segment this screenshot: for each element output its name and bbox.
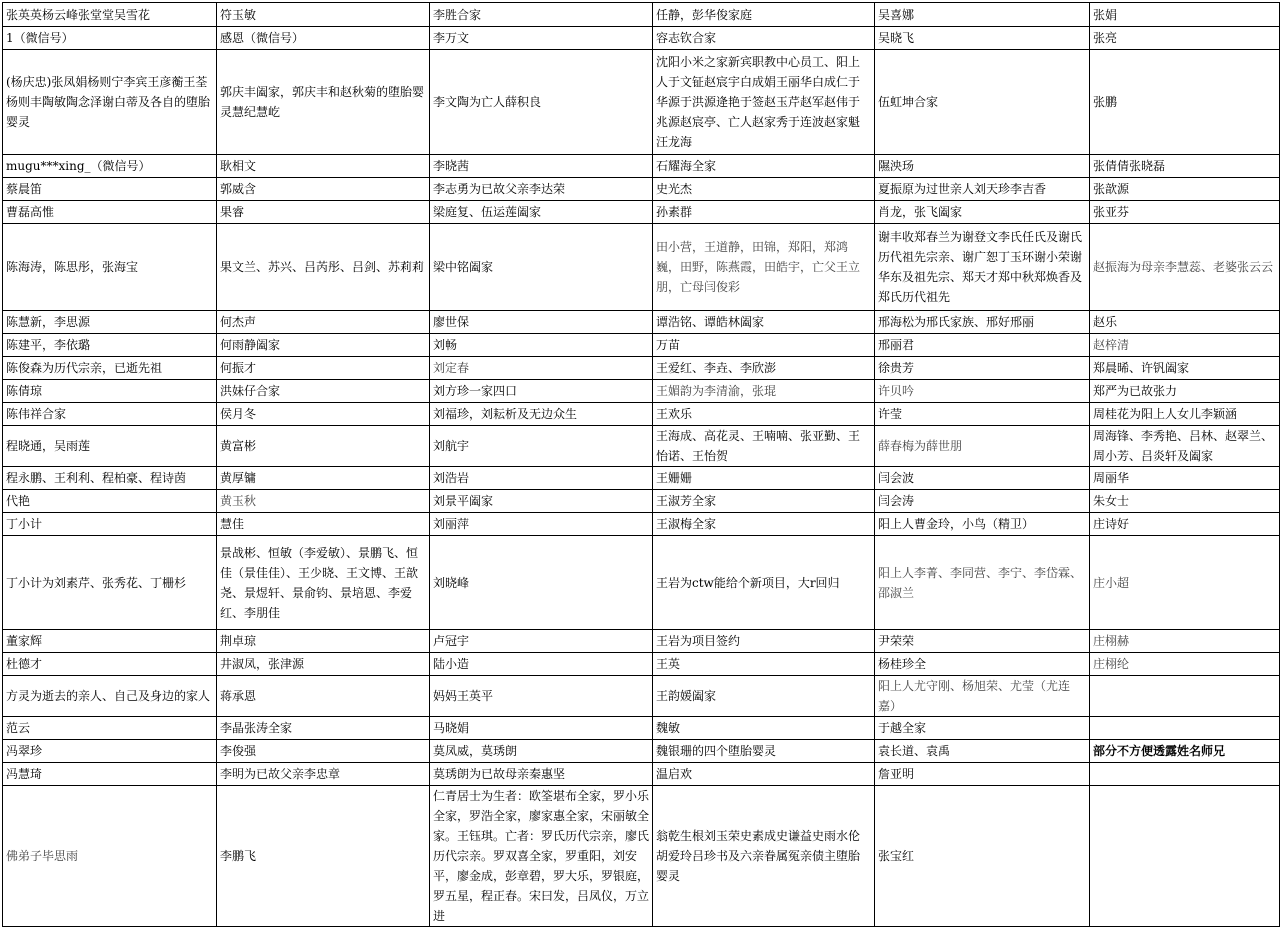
table-cell[interactable]: 莫凤威，莫琇朗	[430, 740, 653, 763]
table-cell[interactable]: 刘定春	[430, 357, 653, 380]
table-row	[3, 3, 1280, 27]
table-cell[interactable]: 杜德才	[3, 653, 217, 676]
table-cell[interactable]: 1（微信号）	[3, 27, 217, 50]
table-cell[interactable]: 邢丽君	[875, 334, 1090, 357]
table-cell[interactable]: 周丽华	[1090, 467, 1280, 490]
table-cell[interactable]: 耿相文	[217, 155, 430, 178]
table-row	[3, 201, 1280, 224]
table-cell[interactable]: 刘景平阖家	[430, 490, 653, 513]
table-cell[interactable]	[1090, 717, 1280, 740]
table-cell[interactable]: 于越全家	[875, 717, 1090, 740]
table-cell[interactable]: 赵振海为母亲李慧蕊、老婆张云云	[1090, 224, 1280, 311]
table-cell[interactable]: 万苗	[653, 334, 875, 357]
table-cell[interactable]: 井淑凤，张津源	[217, 653, 430, 676]
table-cell[interactable]: 庄诗好	[1090, 513, 1280, 536]
table-cell[interactable]: 王淑梅全家	[653, 513, 875, 536]
table-cell[interactable]: 何杰声	[217, 311, 430, 334]
table-cell[interactable]: 郭威含	[217, 178, 430, 201]
table-row	[3, 676, 1280, 717]
table-cell[interactable]: 曹磊高惟	[3, 201, 217, 224]
table-row	[3, 357, 1280, 380]
table-cell[interactable]: 王海成、高花灵、王喃喃、张亚勤、王怡诺、王怡贺	[653, 426, 875, 467]
table-cell[interactable]: 李俊强	[217, 740, 430, 763]
table-cell[interactable]: 容志钦合家	[653, 27, 875, 50]
table-cell[interactable]: 刘福珍，刘耘析及无边众生	[430, 403, 653, 426]
table-cell[interactable]: 袁长道、袁禹	[875, 740, 1090, 763]
table-cell[interactable]: 薛春梅为薛世朋	[875, 426, 1090, 467]
table-cell[interactable]: 妈妈王英平	[430, 676, 653, 717]
table-cell[interactable]: 何雨静阖家	[217, 334, 430, 357]
table-cell[interactable]: 冯慧琦	[3, 763, 217, 786]
table-cell[interactable]: 陈伟祥合家	[3, 403, 217, 426]
table-cell[interactable]: 陈海涛，陈思彤，张海宝	[3, 224, 217, 311]
table-cell[interactable]: 赵梓清	[1090, 334, 1280, 357]
table-cell[interactable]: 郑严为已故张力	[1090, 380, 1280, 403]
table-cell[interactable]: 阳上人李菁、李同营、李宁、李岱霖、邵淑兰	[875, 536, 1090, 630]
table-cell[interactable]: 王淑芳全家	[653, 490, 875, 513]
table-cell[interactable]: 刘航宇	[430, 426, 653, 467]
table-cell[interactable]: 王岩为项目签约	[653, 630, 875, 653]
table-cell[interactable]: 李万文	[430, 27, 653, 50]
table-cell[interactable]: 刘方珍一家四口	[430, 380, 653, 403]
table-row	[3, 334, 1280, 357]
table-row	[3, 178, 1280, 201]
table-cell[interactable]: 阳上人曹金玲，小鸟（精卫）	[875, 513, 1090, 536]
table-row	[3, 27, 1280, 50]
table-cell[interactable]: 李胜合家	[430, 3, 653, 27]
table-cell[interactable]: 蔡晨笛	[3, 178, 217, 201]
table-cell[interactable]: 梁中铭阖家	[430, 224, 653, 311]
table-row	[3, 311, 1280, 334]
table-cell[interactable]: 闫会涛	[875, 490, 1090, 513]
table-cell[interactable]: 周海锋、李秀艳、吕林、赵翠兰、周小芳、吕炎轩及阖家	[1090, 426, 1280, 467]
table-body	[3, 3, 1280, 927]
table-cell[interactable]: 蒋承恩	[217, 676, 430, 717]
table-cell[interactable]: 张亚芬	[1090, 201, 1280, 224]
table-cell[interactable]: 景战彬、恒敏（李爱敏）、景鹏飞、恒佳（景佳佳）、王少晓、王文博、王歆尧、景煜轩、景俞钧、景培恩、李爱红、李朋佳	[217, 536, 430, 630]
table-cell[interactable]: 果睿	[217, 201, 430, 224]
table-row	[3, 380, 1280, 403]
table-cell[interactable]: 董家辉	[3, 630, 217, 653]
table-cell[interactable]: 沈阳小米之家新宾职教中心员工、阳上人于文钲赵宸宇白成娟王丽华白成仁于华源于洪源逄艳于签赵玉芹赵军赵伟于兆源赵宸亭、亡人赵家秀于连波赵家魁汪龙海	[653, 50, 875, 155]
table-cell[interactable]	[1090, 763, 1280, 786]
table-cell[interactable]: 赵乐	[1090, 311, 1280, 334]
table-cell[interactable]: 何振才	[217, 357, 430, 380]
table-cell[interactable]: 张英英杨云峰张堂堂吴雪花	[3, 3, 217, 27]
table-cell[interactable]: 李晶张涛全家	[217, 717, 430, 740]
table-cell[interactable]: 张倩倩张晓磊	[1090, 155, 1280, 178]
table-cell[interactable]: 张娟	[1090, 3, 1280, 27]
table-cell[interactable]: 冯翠珍	[3, 740, 217, 763]
table-cell[interactable]: 感恩（微信号）	[217, 27, 430, 50]
table-row	[3, 786, 1280, 927]
table-cell[interactable]	[1090, 676, 1280, 717]
table-cell[interactable]: 许贝吟	[875, 380, 1090, 403]
table-cell[interactable]: 李晓茜	[430, 155, 653, 178]
table-cell[interactable]: 庄栩赫	[1090, 630, 1280, 653]
table-row	[3, 403, 1280, 426]
table-cell[interactable]: 侯月冬	[217, 403, 430, 426]
table-cell[interactable]: 刘畅	[430, 334, 653, 357]
table-row	[3, 740, 1280, 763]
table-row	[3, 536, 1280, 630]
table-cell[interactable]: 部分不方便透露姓名师兄	[1090, 740, 1280, 763]
table-row	[3, 630, 1280, 653]
table-cell[interactable]: 魏敏	[653, 717, 875, 740]
table-cell[interactable]: 史光杰	[653, 178, 875, 201]
table-cell[interactable]: 莫琇朗为已故母亲秦惠坚	[430, 763, 653, 786]
table-cell[interactable]: 许莹	[875, 403, 1090, 426]
table-cell[interactable]: 陈俊森为历代宗亲，已逝先祖	[3, 357, 217, 380]
table-cell[interactable]: 张鹏	[1090, 50, 1280, 155]
table-cell[interactable]: 张宝红	[875, 786, 1090, 927]
table-cell[interactable]: 王岩为ctw能给个新项目，大r回归	[653, 536, 875, 630]
table-cell[interactable]: 张亮	[1090, 27, 1280, 50]
table-cell[interactable]: 郭庆丰阖家，郭庆丰和赵秋菊的堕胎婴灵慧纪慧屹	[217, 50, 430, 155]
table-cell[interactable]: (杨庆忠)张凤娟杨则宁李宾王彦蘅王荃杨则丰陶敏陶念泽谢白蒂及各自的堕胎婴灵	[3, 50, 217, 155]
table-cell[interactable]: 朱女士	[1090, 490, 1280, 513]
table-cell[interactable]: 李文陶为亡人薛积良	[430, 50, 653, 155]
table-cell[interactable]: 伍虹坤合家	[875, 50, 1090, 155]
table-cell[interactable]: 李鹏飞	[217, 786, 430, 927]
table-row	[3, 467, 1280, 490]
table-cell[interactable]: 程晓通，吴雨莲	[3, 426, 217, 467]
table-cell[interactable]: 荆卓琼	[217, 630, 430, 653]
table-cell[interactable]: 孙素群	[653, 201, 875, 224]
table-row	[3, 653, 1280, 676]
table-cell[interactable]: 丁小计为刘素芹、张秀花、丁栅杉	[3, 536, 217, 630]
table-cell[interactable]: 吴晓飞	[875, 27, 1090, 50]
table-cell[interactable]: 刘浩岩	[430, 467, 653, 490]
table-cell[interactable]: 阳上人尤守刚、杨旭荣、尤莹（尤连嘉）	[875, 676, 1090, 717]
table-cell[interactable]: 周桂花为阳上人女儿李颖涵	[1090, 403, 1280, 426]
table-cell[interactable]: mugu***xing_（微信号）	[3, 155, 217, 178]
spreadsheet-table	[2, 2, 1280, 927]
table-cell[interactable]: 果文兰、苏兴、吕芮彤、吕剑、苏莉莉	[217, 224, 430, 311]
table-row	[3, 717, 1280, 740]
table-cell[interactable]: 王欢乐	[653, 403, 875, 426]
table-cell[interactable]: 马晓娟	[430, 717, 653, 740]
table-row	[3, 426, 1280, 467]
table-cell[interactable]: 陈倩琼	[3, 380, 217, 403]
table-cell[interactable]: 洪妹仔合家	[217, 380, 430, 403]
table-cell[interactable]: 王姗姗	[653, 467, 875, 490]
table-cell[interactable]: 尹荣荣	[875, 630, 1090, 653]
table-cell[interactable]: 翁乾生根刘玉荣史素成史谦益史雨水伦胡爱玲吕珍书及六亲眷属冤亲债主堕胎婴灵	[653, 786, 875, 927]
table-cell[interactable]: 温启欢	[653, 763, 875, 786]
table-row	[3, 50, 1280, 155]
table-cell[interactable]: 谢丰收郑春兰为谢登文李氏任氏及谢氏历代祖先宗亲、谢广恕丁玉环谢小荣谢华东及祖先宗、郑天才郑中秋郑焕香及郑氏历代祖先	[875, 224, 1090, 311]
table-cell[interactable]: 陈慧新，李思源	[3, 311, 217, 334]
table-row	[3, 155, 1280, 178]
table-cell[interactable]: 程永鹏、王利利、程柏豪、程诗茵	[3, 467, 217, 490]
table-cell[interactable]: 王英	[653, 653, 875, 676]
table-cell[interactable]: 陆小造	[430, 653, 653, 676]
table-cell[interactable]: 黄富彬	[217, 426, 430, 467]
table-cell[interactable]: 詹亚明	[875, 763, 1090, 786]
table-cell[interactable]: 黄厚镛	[217, 467, 430, 490]
table-cell[interactable]: 王韵媛阖家	[653, 676, 875, 717]
table-cell[interactable]: 任静，彭华俊家庭	[653, 3, 875, 27]
table-cell[interactable]: 庄小超	[1090, 536, 1280, 630]
table-cell[interactable]: 肖龙，张飞阖家	[875, 201, 1090, 224]
table-cell[interactable]: 梁庭复、伍运莲阖家	[430, 201, 653, 224]
table-cell[interactable]: 邢海松为邢氏家族、邢好邢丽	[875, 311, 1090, 334]
table-row	[3, 490, 1280, 513]
table-cell[interactable]: 符玉敏	[217, 3, 430, 27]
table-cell[interactable]: 隰泱玚	[875, 155, 1090, 178]
table-cell[interactable]: 慧佳	[217, 513, 430, 536]
table-cell[interactable]: 魏银珊的四个堕胎婴灵	[653, 740, 875, 763]
table-cell[interactable]: 廖世保	[430, 311, 653, 334]
table-cell[interactable]: 李明为已故父亲李忠章	[217, 763, 430, 786]
table-cell[interactable]: 范云	[3, 717, 217, 740]
table-cell[interactable]: 陈建平，李依璐	[3, 334, 217, 357]
table-cell[interactable]: 黄玉秋	[217, 490, 430, 513]
table-cell[interactable]: 闫会波	[875, 467, 1090, 490]
table-cell[interactable]: 刘晓峰	[430, 536, 653, 630]
table-cell[interactable]: 王媚韵为李清渝，张琨	[653, 380, 875, 403]
table-cell[interactable]: 佛弟子毕思雨	[3, 786, 217, 927]
table-cell[interactable]: 徐贵芳	[875, 357, 1090, 380]
table-row	[3, 224, 1280, 311]
table-cell[interactable]: 石耀海全家	[653, 155, 875, 178]
table-cell[interactable]: 田小营，王道静，田锦，郑阳，郑鸿巍，田野，陈燕霞，田皓宇，亡父王立朋，亡母闫俊彩	[653, 224, 875, 311]
table-cell[interactable]: 刘丽萍	[430, 513, 653, 536]
table-cell[interactable]: 代艳	[3, 490, 217, 513]
table-cell[interactable]: 庄栩纶	[1090, 653, 1280, 676]
table-cell[interactable]: 李志勇为已故父亲李达荣	[430, 178, 653, 201]
table-cell[interactable]: 王爱红、李垚、李欣澎	[653, 357, 875, 380]
table-row	[3, 513, 1280, 536]
table-cell[interactable]	[1090, 786, 1280, 927]
table-row	[3, 763, 1280, 786]
table-cell[interactable]: 夏振原为过世亲人刘天珍李吉香	[875, 178, 1090, 201]
table-cell[interactable]: 郑晨晞、许钒阖家	[1090, 357, 1280, 380]
table-cell[interactable]: 谭浩铭、谭皓林阖家	[653, 311, 875, 334]
table-cell[interactable]: 吴喜娜	[875, 3, 1090, 27]
table-cell[interactable]: 丁小计	[3, 513, 217, 536]
table-cell[interactable]: 张歆源	[1090, 178, 1280, 201]
table-cell[interactable]: 杨桂珍全	[875, 653, 1090, 676]
table-cell[interactable]: 仁青居士为生者：欧筌堪布全家，罗小乐全家，罗浩全家，廖家惠全家，宋丽敏全家。王钰琪。亡者：罗氏历代宗亲，廖氏历代宗亲。罗双喜全家，罗重阳，刘安平，廖金成，彭章碧，罗大乐，罗银庭，罗五星，程正春。宋曰发，吕凤仪，万立进	[430, 786, 653, 927]
table-cell[interactable]: 卢冠宇	[430, 630, 653, 653]
table-cell[interactable]: 方灵为逝去的亲人、自己及身边的家人	[3, 676, 217, 717]
